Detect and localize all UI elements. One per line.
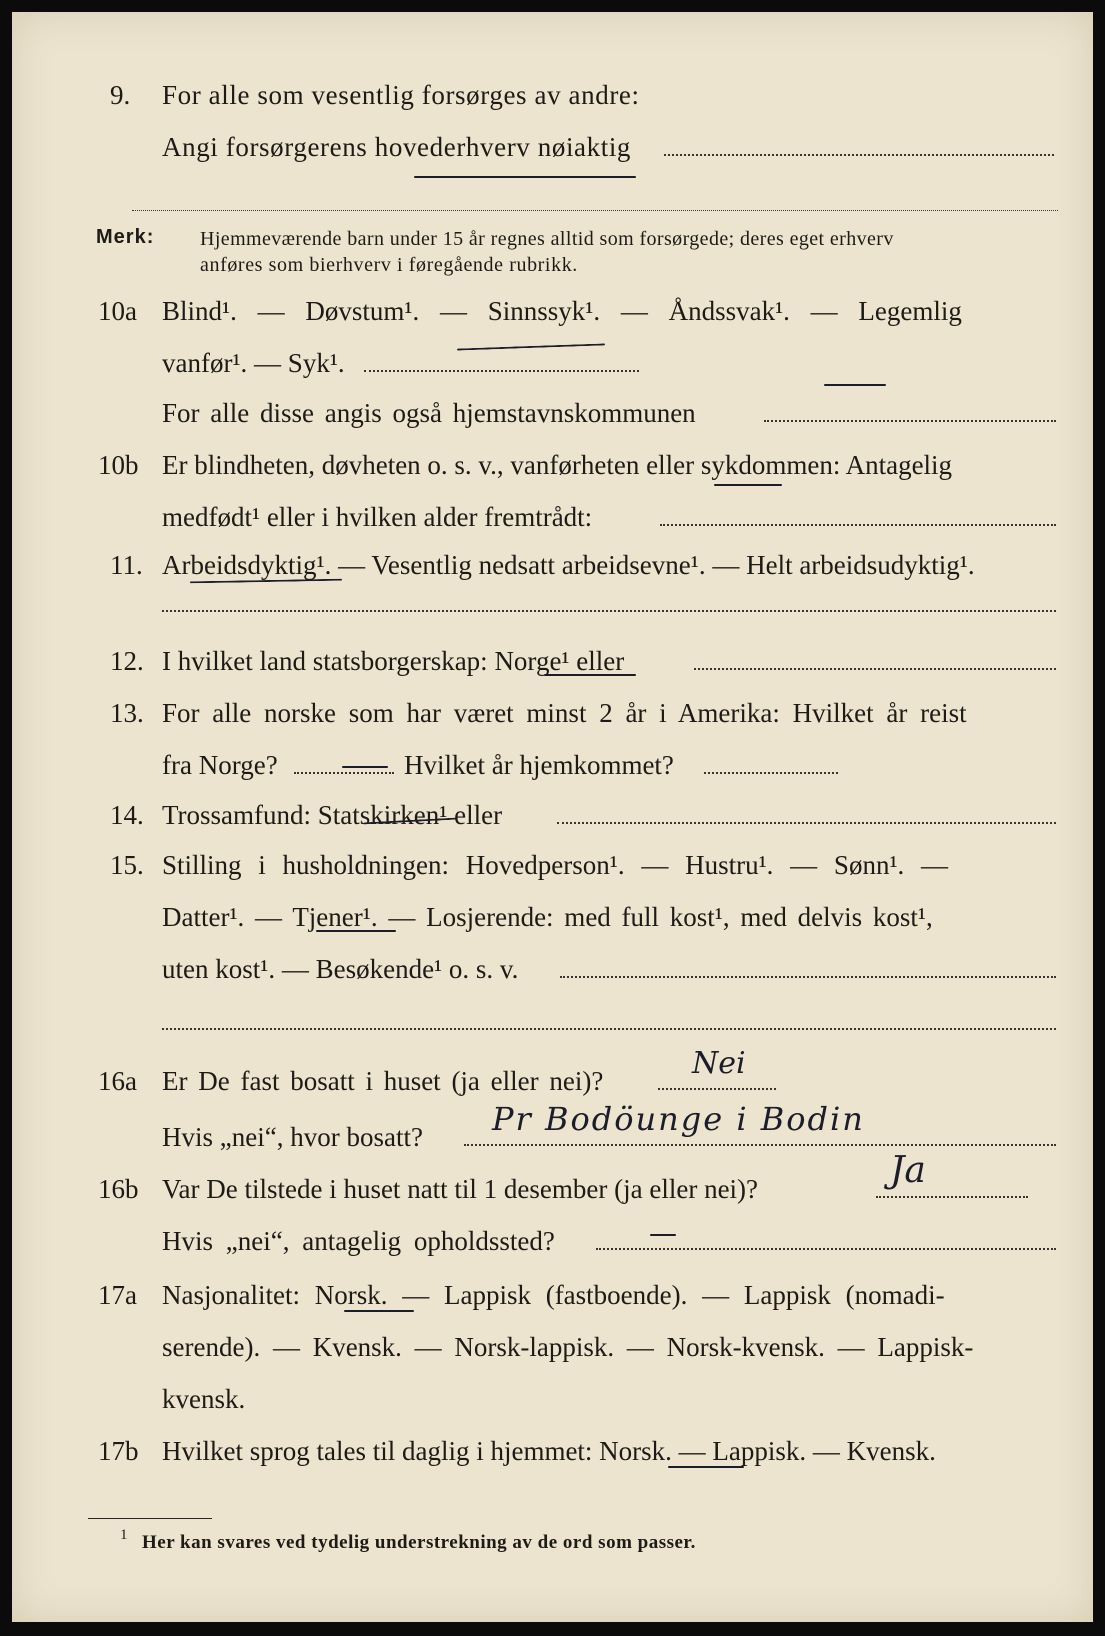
question-17b-number: 17b <box>98 1436 139 1466</box>
answer-line <box>704 772 838 774</box>
question-9-number: 9. <box>110 80 131 110</box>
question-9-subtext: Angi forsørgerens hovederhverv nøiaktig <box>162 132 632 162</box>
question-12-number: 12. <box>110 646 144 676</box>
question-10b-text-line2: medfødt¹ eller i hvilken alder fremtrådt: <box>162 502 593 532</box>
question-10b-number: 10b <box>98 450 139 480</box>
handwritten-answer: Ja <box>890 1150 926 1191</box>
question-13-number: 13. <box>110 698 144 728</box>
handwritten-answer: Pr Bodöunge i Bodin <box>492 1100 865 1138</box>
question-13-text-line2b: Hvilket år hjemkommet? <box>404 750 674 780</box>
note-text-line2: anføres som bierhverv i føregående rubrikk. <box>200 254 578 276</box>
pen-underline <box>414 176 636 178</box>
handwritten-answer: Nei <box>692 1046 746 1081</box>
question-10a-number: 10a <box>98 296 137 326</box>
question-12-text: I hvilket land statsborgerskap: Norge¹ eller <box>162 646 625 676</box>
pen-underline <box>668 1466 744 1468</box>
question-14-number: 14. <box>110 800 144 830</box>
question-13-text-line2a: fra Norge? <box>162 750 278 780</box>
question-17a-text: Nasjonalitet: Norsk. — Lappisk (fastboende). — Lappisk (nomadi- <box>162 1280 945 1310</box>
answer-line <box>660 524 1056 526</box>
question-16a-text: Er De fast bosatt i huset (ja eller nei)? <box>162 1066 604 1096</box>
question-15-text: Stilling i husholdningen: Hovedperson¹. — Hustru¹. — Sønn¹. — <box>162 850 949 880</box>
pen-underline <box>344 1310 414 1312</box>
answer-line <box>364 370 639 372</box>
question-16a-text-line2: Hvis „nei“, hvor bosatt? <box>162 1122 423 1152</box>
answer-line <box>464 1144 1056 1146</box>
question-13-text: For alle norske som har været minst 2 år i Amerika: Hvilket år reist <box>162 698 967 728</box>
question-17a-text-line2: serende). — Kvensk. — Norsk-lappisk. — Norsk-kvensk. — Lappisk- <box>162 1332 974 1362</box>
question-10b-text: Er blindheten, døvheten o. s. v., vanførheten eller sykdommen: Antagelig <box>162 450 953 480</box>
answer-line <box>876 1196 1028 1198</box>
question-17a-number: 17a <box>98 1280 137 1310</box>
separator-line <box>132 210 1058 211</box>
pen-stroke <box>457 343 605 350</box>
pen-stroke <box>650 1234 676 1236</box>
answer-line <box>664 154 1054 156</box>
answer-line <box>764 420 1056 422</box>
answer-line <box>694 668 1056 670</box>
answer-line <box>658 1088 776 1090</box>
pen-underline <box>544 674 636 676</box>
question-17a-text-line3: kvensk. <box>162 1384 246 1414</box>
question-16a-number: 16a <box>98 1066 137 1096</box>
question-10a-text-line3: For alle disse angis også hjemstavnskommunen <box>162 398 696 428</box>
question-16b-text: Var De tilstede i huset natt til 1 desember (ja eller nei)? <box>162 1174 759 1204</box>
answer-line <box>560 976 1056 978</box>
question-16b-text-line2: Hvis „nei“, antagelig opholdssted? <box>162 1226 555 1256</box>
question-11-number: 11. <box>110 550 143 580</box>
footnote-rule <box>88 1518 212 1519</box>
question-15-text-line2: Datter¹. — Tjener¹. — Losjerende: med full kost¹, med delvis kost¹, <box>162 902 933 932</box>
answer-line <box>557 822 1056 824</box>
question-15-text-line3: uten kost¹. — Besøkende¹ o. s. v. <box>162 954 519 984</box>
question-9-text: For alle som vesentlig forsørges av andre: <box>162 80 640 110</box>
pen-stroke <box>824 384 886 386</box>
answer-line <box>162 610 1056 612</box>
pen-stroke <box>342 766 388 768</box>
note-text-line1: Hjemmeværende barn under 15 år regnes alltid som forsørgede; deres eget erhverv <box>200 228 894 250</box>
question-16b-number: 16b <box>98 1174 139 1204</box>
answer-line <box>162 1028 1056 1030</box>
answer-line <box>596 1248 1056 1250</box>
pen-stroke <box>714 484 782 486</box>
question-10a-text-line2: vanfør¹. — Syk¹. <box>162 348 345 378</box>
footnote-text: Her kan svares ved tydelig understrekning av de ord som passer. <box>142 1532 696 1553</box>
note-label: Merk: <box>96 226 155 248</box>
footnote-mark: 1 <box>120 1527 128 1543</box>
question-14-text: Trossamfund: Statskirken¹ eller <box>162 800 503 830</box>
census-form-page <box>12 12 1093 1622</box>
question-17b-text: Hvilket sprog tales til daglig i hjemmet: Norsk. — Lappisk. — Kvensk. <box>162 1436 936 1466</box>
question-11-text: Arbeidsdyktig¹. — Vesentlig nedsatt arbeidsevne¹. — Helt arbeidsudyktig¹. <box>162 550 975 580</box>
answer-line <box>294 772 394 774</box>
question-15-number: 15. <box>110 850 144 880</box>
question-10a-text: Blind¹. — Døvstum¹. — Sinnssyk¹. — Åndssvak¹. — Legemlig <box>162 296 962 326</box>
pen-underline <box>316 930 396 932</box>
